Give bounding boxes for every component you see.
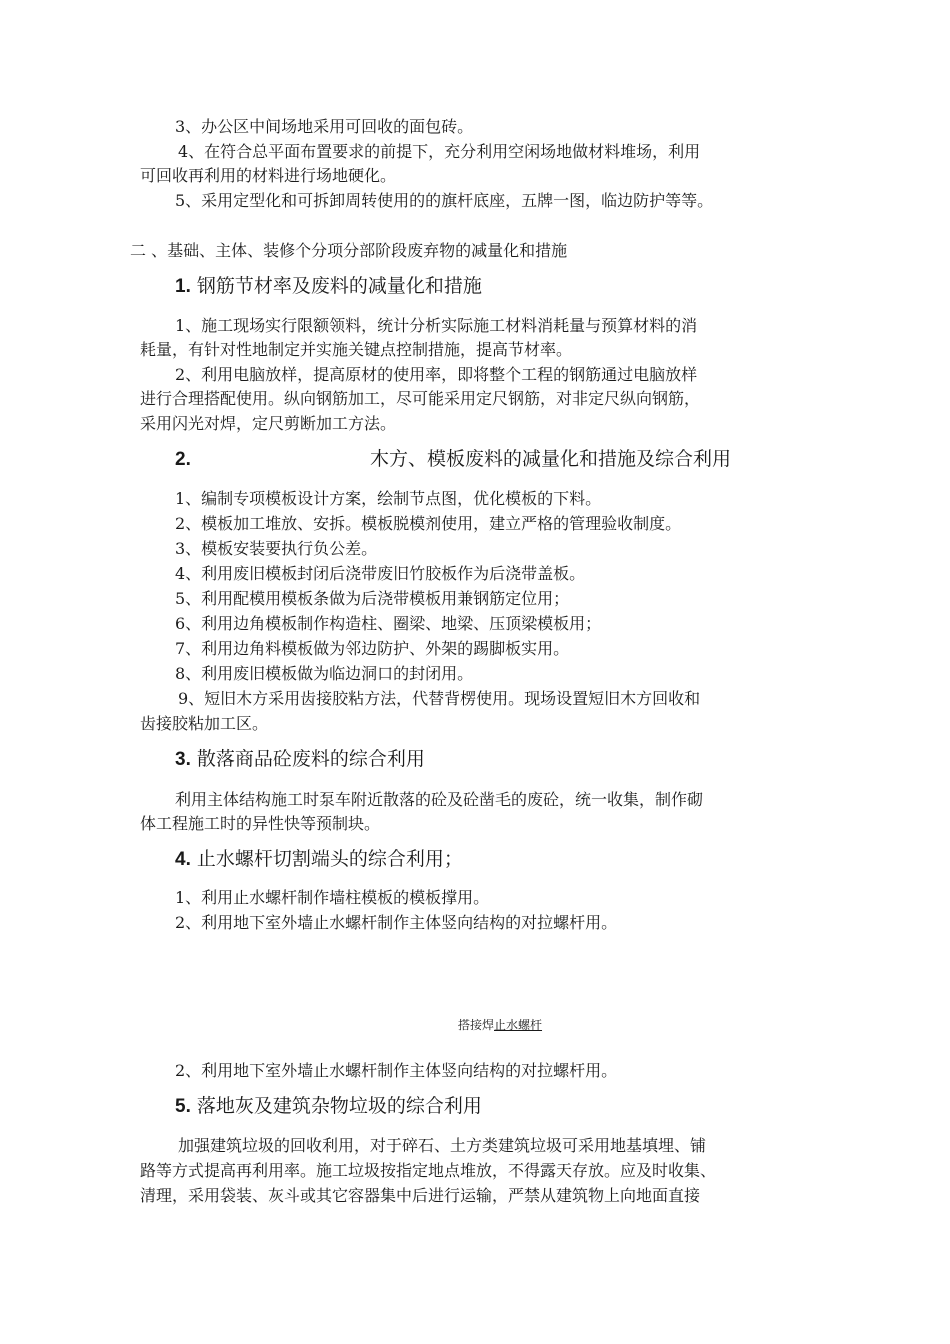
list-item: 4、利用废旧模板封闭后浇带废旧竹胶板作为后浇带盖板。 [175, 564, 586, 583]
image-caption [458, 1017, 542, 1033]
heading-1-number: 1. [175, 276, 191, 297]
heading-4-number: 4. [175, 849, 191, 870]
heading-3 [175, 746, 425, 773]
list-item: 齿接胶粘加工区。 [140, 714, 269, 733]
list-item: 9、短旧木方采用齿接胶粘方法，代替背楞使用。现场设置短旧木方回收和 [178, 689, 701, 708]
heading-3-number: 3. [175, 749, 191, 770]
heading-2-number: 2. [175, 449, 191, 470]
heading-3-text: 散落商品砼废料的综合利用 [196, 748, 425, 770]
para-4-line: 2、利用地下室外墙止水螺杆制作主体竖向结构的对拉螺杆用。 [175, 913, 618, 932]
para-4-line: 2、利用地下室外墙止水螺杆制作主体竖向结构的对拉螺杆用。 [175, 1061, 618, 1080]
caption-text: 搭接焊 [458, 1018, 495, 1032]
caption-underlined-text: 止水螺杆 [494, 1018, 543, 1032]
list-item: 5、利用配模用模板条做为后浇带模板用兼钢筋定位用； [175, 589, 570, 608]
intro-item-5: 5、采用定型化和可拆卸周转使用的的旗杆底座，五牌一图，临边防护等等。 [175, 191, 714, 210]
para-3-line: 体工程施工时的异性快等预制块。 [140, 814, 381, 833]
para-5-line: 清理，采用袋装、灰斗或其它容器集中后进行运输，严禁从建筑物上向地面直接 [140, 1186, 701, 1205]
heading-4-text: 止水螺杆切割端头的综合利用； [196, 848, 463, 870]
intro-item-4-line1: 4、在符合总平面布置要求的前提下，充分利用空闲场地做材料堆场，利用 [178, 142, 701, 161]
para-1-line: 耗量，有针对性地制定并实施关键点控制措施，提高节材率。 [140, 340, 573, 359]
para-1-line: 采用闪光对焊，定尺剪断加工方法。 [140, 414, 397, 433]
heading-2-text: 木方、模板废料的减量化和措施及综合利用 [370, 448, 732, 470]
heading-5-number: 5. [175, 1096, 191, 1117]
heading-5-text: 落地灰及建筑杂物垃圾的综合利用 [196, 1095, 482, 1117]
heading-4 [175, 846, 463, 873]
heading-1-text: 钢筋节材率及废料的减量化和措施 [196, 275, 482, 297]
para-4-line: 1、利用止水螺杆制作墙柱模板的模板撑用。 [175, 888, 490, 907]
para-1-line: 2、利用电脑放样，提高原材的使用率，即将整个工程的钢筋通过电脑放样 [175, 365, 698, 384]
heading-2 [175, 446, 191, 473]
list-item: 1、编制专项模板设计方案，绘制节点图，优化模板的下料。 [175, 489, 602, 508]
para-5-line: 路等方式提高再利用率。施工垃圾按指定地点堆放，不得露天存放。应及时收集、 [140, 1161, 717, 1180]
list-item: 7、利用边角料模板做为邻边防护、外架的踢脚板实用。 [175, 639, 570, 658]
list-item: 6、利用边角模板制作构造柱、圈梁、地梁、压顶梁模板用； [175, 614, 602, 633]
list-item: 2、模板加工堆放、安拆。模板脱模剂使用，建立严格的管理验收制度。 [175, 514, 682, 533]
list-item: 8、利用废旧模板做为临边洞口的封闭用。 [175, 664, 474, 683]
para-3-line: 利用主体结构施工时泵车附近散落的砼及砼凿毛的废砼，统一收集，制作砌 [175, 790, 704, 809]
heading-1 [175, 273, 482, 300]
para-5-line: 加强建筑垃圾的回收利用，对于碎石、土方类建筑垃圾可采用地基填埋、铺 [178, 1136, 707, 1155]
para-1-line: 1、施工现场实行限额领料，统计分析实际施工材料消耗量与预算材料的消 [175, 316, 698, 335]
section-title: 二 、基础、主体、装修个分项分部阶段废弃物的减量化和措施 [130, 241, 568, 260]
heading-5 [175, 1093, 482, 1120]
intro-item-4-line2: 可回收再利用的材料进行场地硬化。 [140, 166, 397, 185]
para-1-line: 进行合理搭配使用。纵向钢筋加工，尽可能采用定尺钢筋，对非定尺纵向钢筋， [140, 389, 701, 408]
list-item: 3、模板安装要执行负公差。 [175, 539, 378, 558]
intro-item-3: 3、办公区中间场地采用可回收的面包砖。 [175, 117, 474, 136]
